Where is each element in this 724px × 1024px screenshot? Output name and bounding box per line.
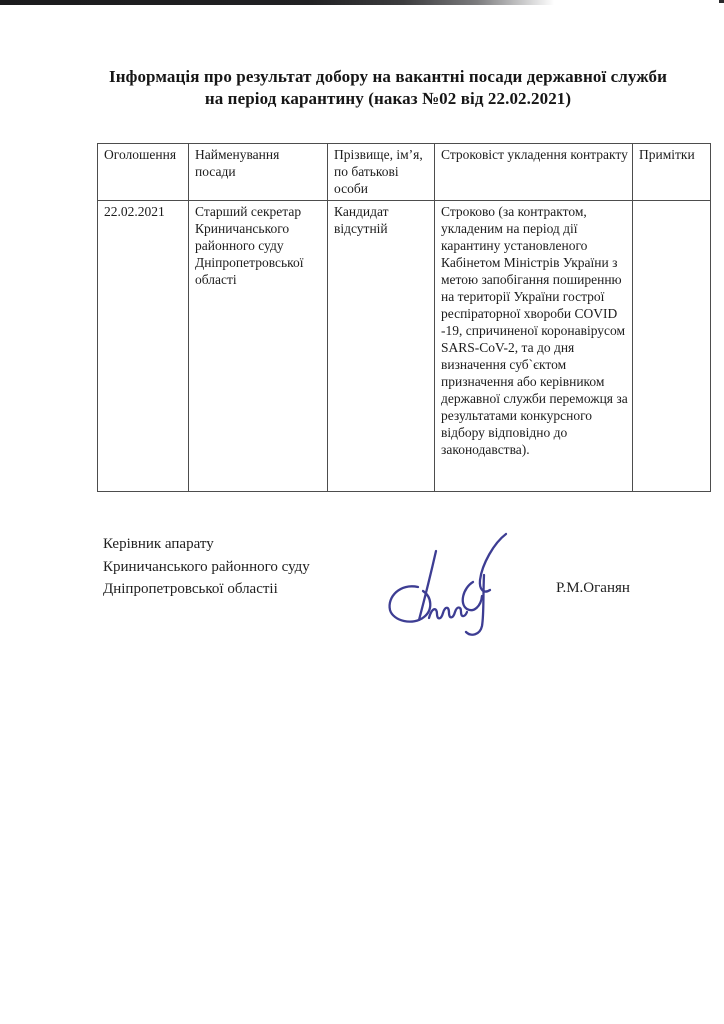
scan-artifact-speck — [719, 0, 724, 3]
cell-notes — [633, 201, 711, 492]
scan-artifact-line — [0, 0, 560, 5]
cell-announcement-date: 22.02.2021 — [98, 201, 189, 492]
cell-person: Кандидат відсутній — [328, 201, 435, 492]
signatory-role-line1: Керівник апарату — [103, 536, 214, 552]
signatory-name: Р.М.Оганян — [556, 580, 630, 596]
results-table-container — [97, 143, 711, 492]
table-row — [98, 201, 711, 492]
header-position: Найменування посади — [189, 144, 328, 201]
recruitment-results-table — [97, 143, 711, 492]
header-contract-term: Строковіст укладення контракту — [435, 144, 633, 201]
header-notes: Примітки — [633, 144, 711, 201]
document-title-line2: на період карантину (наказ №02 від 22.02.2021) — [204, 89, 572, 108]
cell-contract-term: Строково (за контрактом, укладеним на період дії карантину установленого Кабінетом Міністрів України з метою запобігання поширенню на території України гострої респіраторної хвороби COVID -19, спричиненої коронавірусом SARS-CoV-2, та до дня визначення суб`єктом призначення або керівником державної служби переможця за результатами конкурсного відбору відповідно до законодавства). — [435, 201, 633, 492]
handwritten-signature-icon — [376, 521, 522, 636]
signatory-role-block — [103, 533, 310, 601]
table-header-row — [98, 144, 711, 201]
signatory-role-line3: Дніпропетровської областіі — [103, 581, 278, 597]
document-title — [50, 66, 724, 110]
signature-stroke-scribble — [429, 608, 467, 619]
cell-position: Старший секретар Криничанського районного суду Дніпропетровської області — [189, 201, 328, 492]
header-person: Прізвище, ім’я, по батькові особи — [328, 144, 435, 201]
document-title-line1: Інформація про результат добору на вакантні посади державної служби — [108, 67, 667, 86]
signatory-role-line2: Криничанського районного суду — [103, 558, 310, 575]
header-announcement: Оголошення — [98, 144, 189, 201]
